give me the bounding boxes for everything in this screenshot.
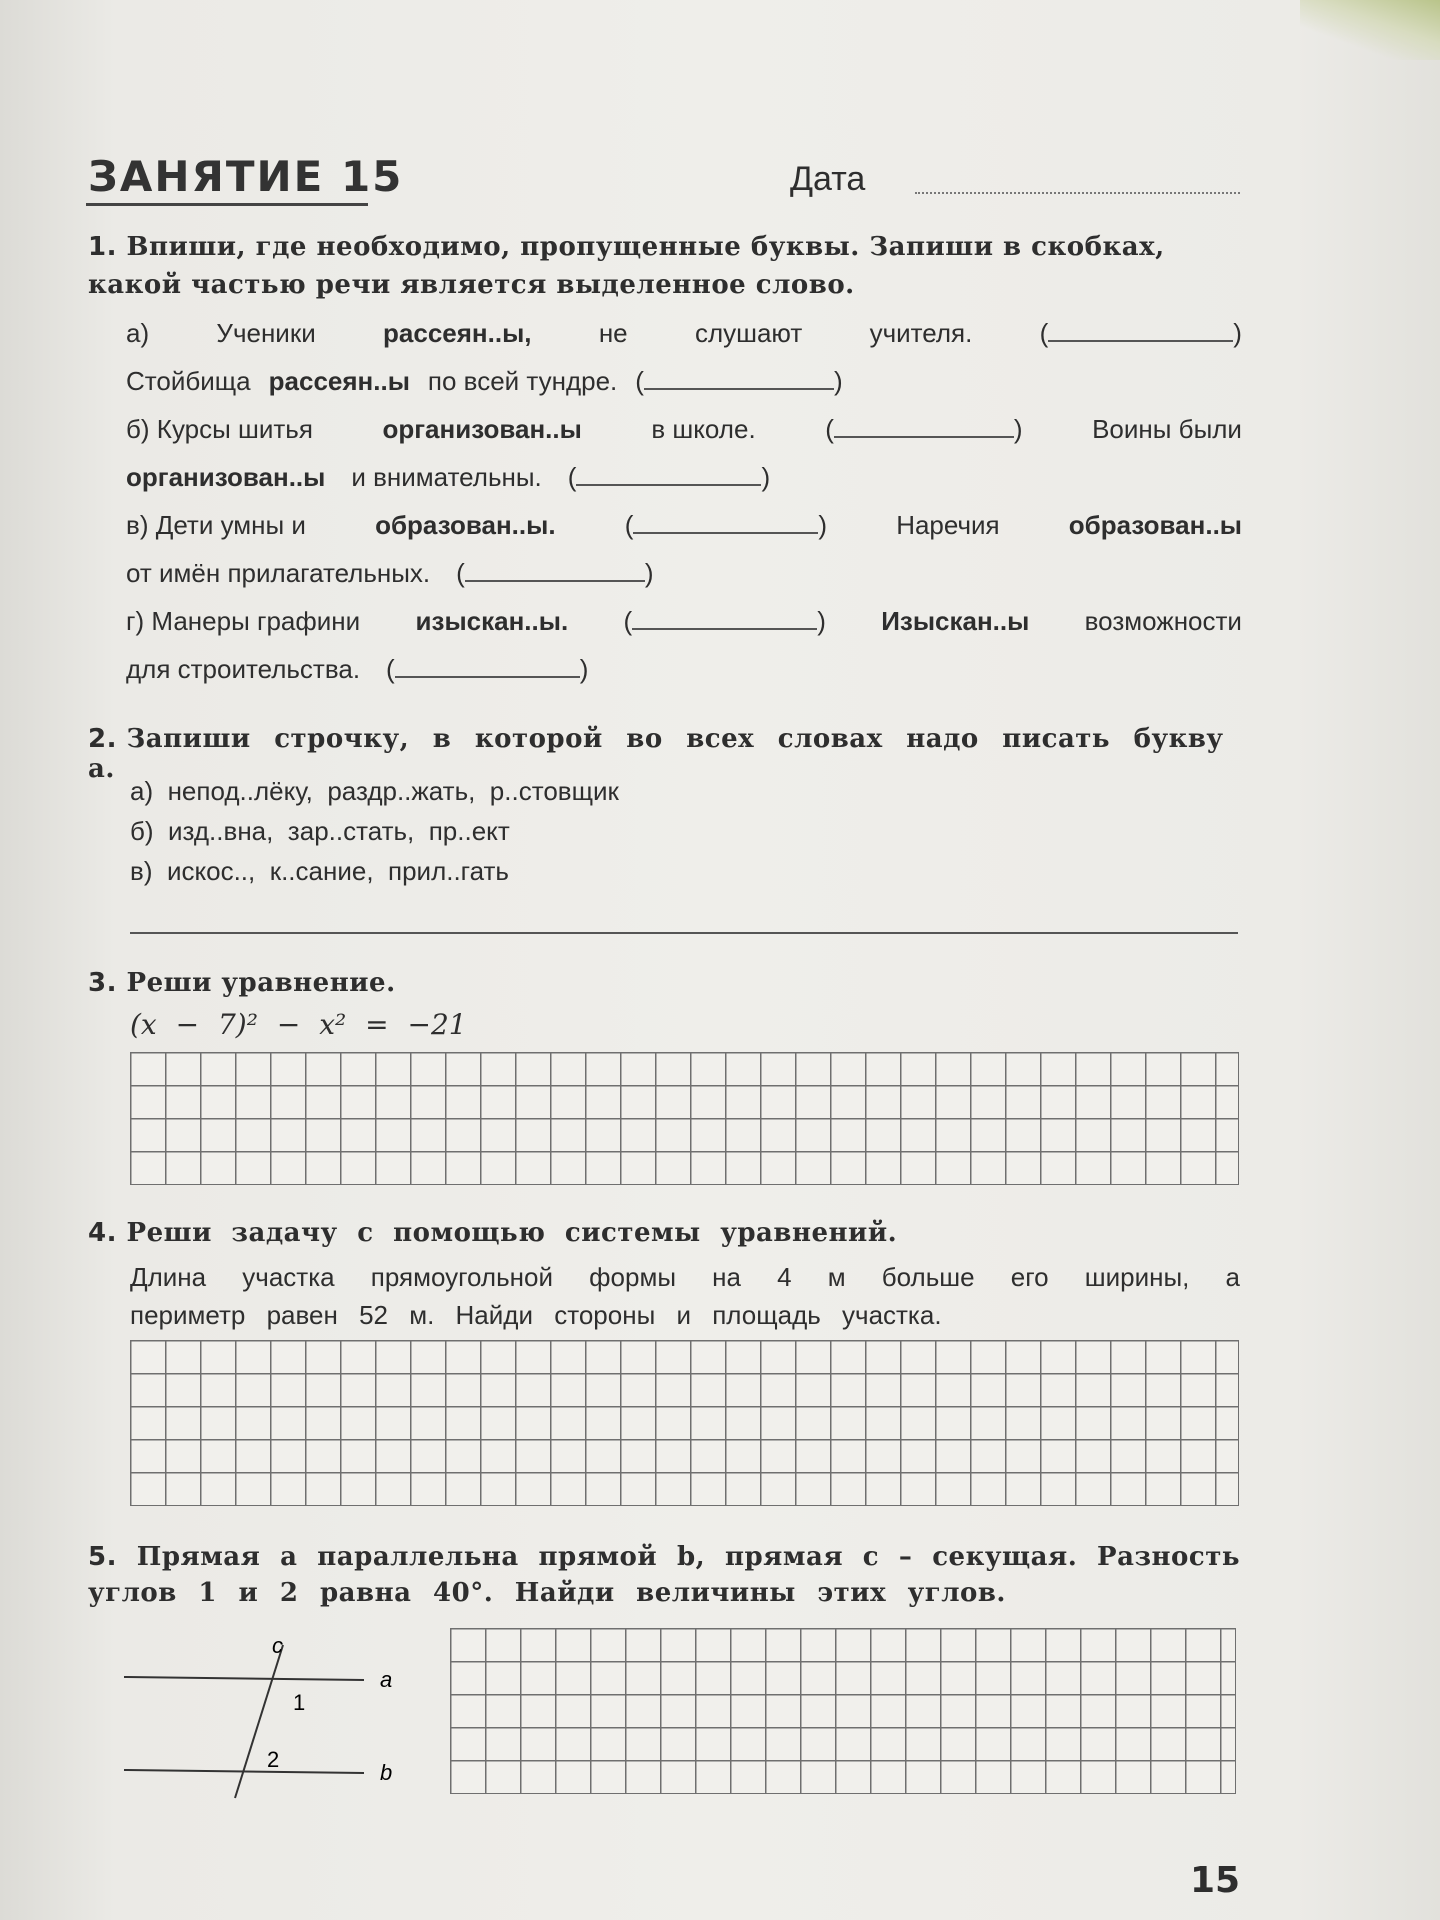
word: Дети умны и [155,510,306,540]
title-underline [86,203,368,206]
word: Наречия [896,510,1000,540]
q2-number: 2. [88,724,117,754]
q5-text-1: Прямая a параллельна прямой b, прямая c – секущая. Разность [136,1542,1240,1572]
q5-prompt-line2: углов 1 и 2 равна 40°. Найди величины этих углов. [88,1578,1006,1608]
q2-prompt [88,724,1240,784]
word: и внимательны. [351,462,542,492]
word: учителя. [869,318,973,348]
q4-body-line2: периметр равен 52 м. Найди стороны и площадь участка. [130,1300,942,1330]
page-number: 15 [1190,1860,1241,1901]
page-corner [1300,0,1440,60]
q2-option-b [130,816,510,847]
angle-1-label: 1 [293,1690,306,1715]
bold-word: рассеян..ы [268,366,410,396]
answer-blank[interactable]: ( ) [456,558,654,588]
bold-word: рассеян..ы, [383,318,532,348]
bold-word: организован..ы [126,462,326,492]
word: для строительства. [126,654,361,684]
q1-number: 1. [88,232,117,262]
q4-text: Реши задачу с помощью системы уравнений. [126,1218,898,1248]
q1-b-line1 [126,414,1242,445]
line-a [124,1677,364,1680]
q1-prompt-line1 [88,232,1240,262]
option-text: непод..лёку, раздр..жать, р..стовщик [167,776,619,806]
q4-prompt [88,1218,897,1248]
answer-blank[interactable]: ( ) [567,462,771,492]
word: от имён прилагательных. [126,558,431,588]
q4-answer-grid[interactable] [130,1340,1239,1506]
label-b: b [380,1760,393,1785]
date-label: Дата [790,160,866,198]
word: по всей тундре. [427,366,618,396]
q1-a-label: а) [126,318,150,348]
q4-body-line1: Длина участка прямоугольной формы на 4 м больше его ширины, а [130,1262,1240,1292]
answer-blank[interactable]: ( ) [1039,318,1242,348]
word: Курсы шитья [156,414,313,444]
q5-figure [110,1625,430,1815]
q5-number: 5. [88,1542,117,1572]
word: возможности [1084,606,1242,636]
word: не [598,318,628,348]
line-c [235,1645,283,1798]
q4-number: 4. [88,1218,117,1248]
word: Стойбища [126,366,251,396]
bold-word: организован..ы [382,414,582,444]
q1-b-line2 [126,462,770,493]
label-c: c [272,1633,283,1658]
q1-prompt-line2: какой частью речи является выделенное слово. [88,270,855,300]
q1-v-label: в) [126,510,149,540]
q2-answer-line[interactable] [130,932,1238,934]
q1-b-label: б) [126,414,150,444]
bold-word: образован..ы [1068,510,1242,540]
word: Ученики [216,318,316,348]
answer-blank[interactable]: ( ) [635,366,843,396]
q3-prompt [88,968,396,998]
word: Воины были [1092,414,1242,444]
answer-blank[interactable]: ( ) [624,510,828,540]
q5-answer-grid[interactable] [450,1628,1236,1794]
bold-word: образован..ы. [375,510,556,540]
bold-word: Изыскан..ы [881,606,1030,636]
option-label: в) [130,856,153,886]
q3-answer-grid[interactable] [130,1052,1239,1185]
q3-text: Реши уравнение. [126,968,396,998]
q3-equation: (x − 7)² − x² = −21 [130,1008,467,1041]
q1-v-line1 [126,510,1242,541]
option-text: изд..вна, зар..стать, пр..ект [168,816,510,846]
q1-g-line2 [126,654,588,685]
lesson-title: ЗАНЯТИЕ 15 [88,152,404,201]
answer-blank[interactable]: ( ) [825,414,1023,444]
date-field[interactable] [915,192,1240,194]
q5-prompt-line1 [88,1542,1240,1572]
bold-word: изыскан..ы. [415,606,569,636]
q3-number: 3. [88,968,117,998]
q2-text: Запиши строчку, в которой во всех словах надо писать букву а. [88,724,1224,784]
q1-text-1: Впиши, где необходимо, пропущенные буквы. Запиши в скобках, [126,232,1165,262]
option-label: б) [130,816,154,846]
q1-v-line2 [126,558,654,589]
answer-blank[interactable]: ( ) [623,606,826,636]
q1-a-line2 [126,366,843,397]
angle-2-label: 2 [267,1747,280,1772]
q1-g-line1 [126,606,1242,637]
q2-option-v [130,856,509,887]
q2-option-a [130,776,619,807]
q1-g-label: г) [126,606,145,636]
option-text: искос.., к..сание, прил..гать [166,856,509,886]
answer-blank[interactable]: ( ) [386,654,589,684]
q1-a-line1 [126,318,1242,349]
word: Манеры графини [151,606,361,636]
label-a: a [380,1667,393,1692]
word: слушают [694,318,803,348]
word: в школе. [651,414,756,444]
option-label: а) [130,776,154,806]
